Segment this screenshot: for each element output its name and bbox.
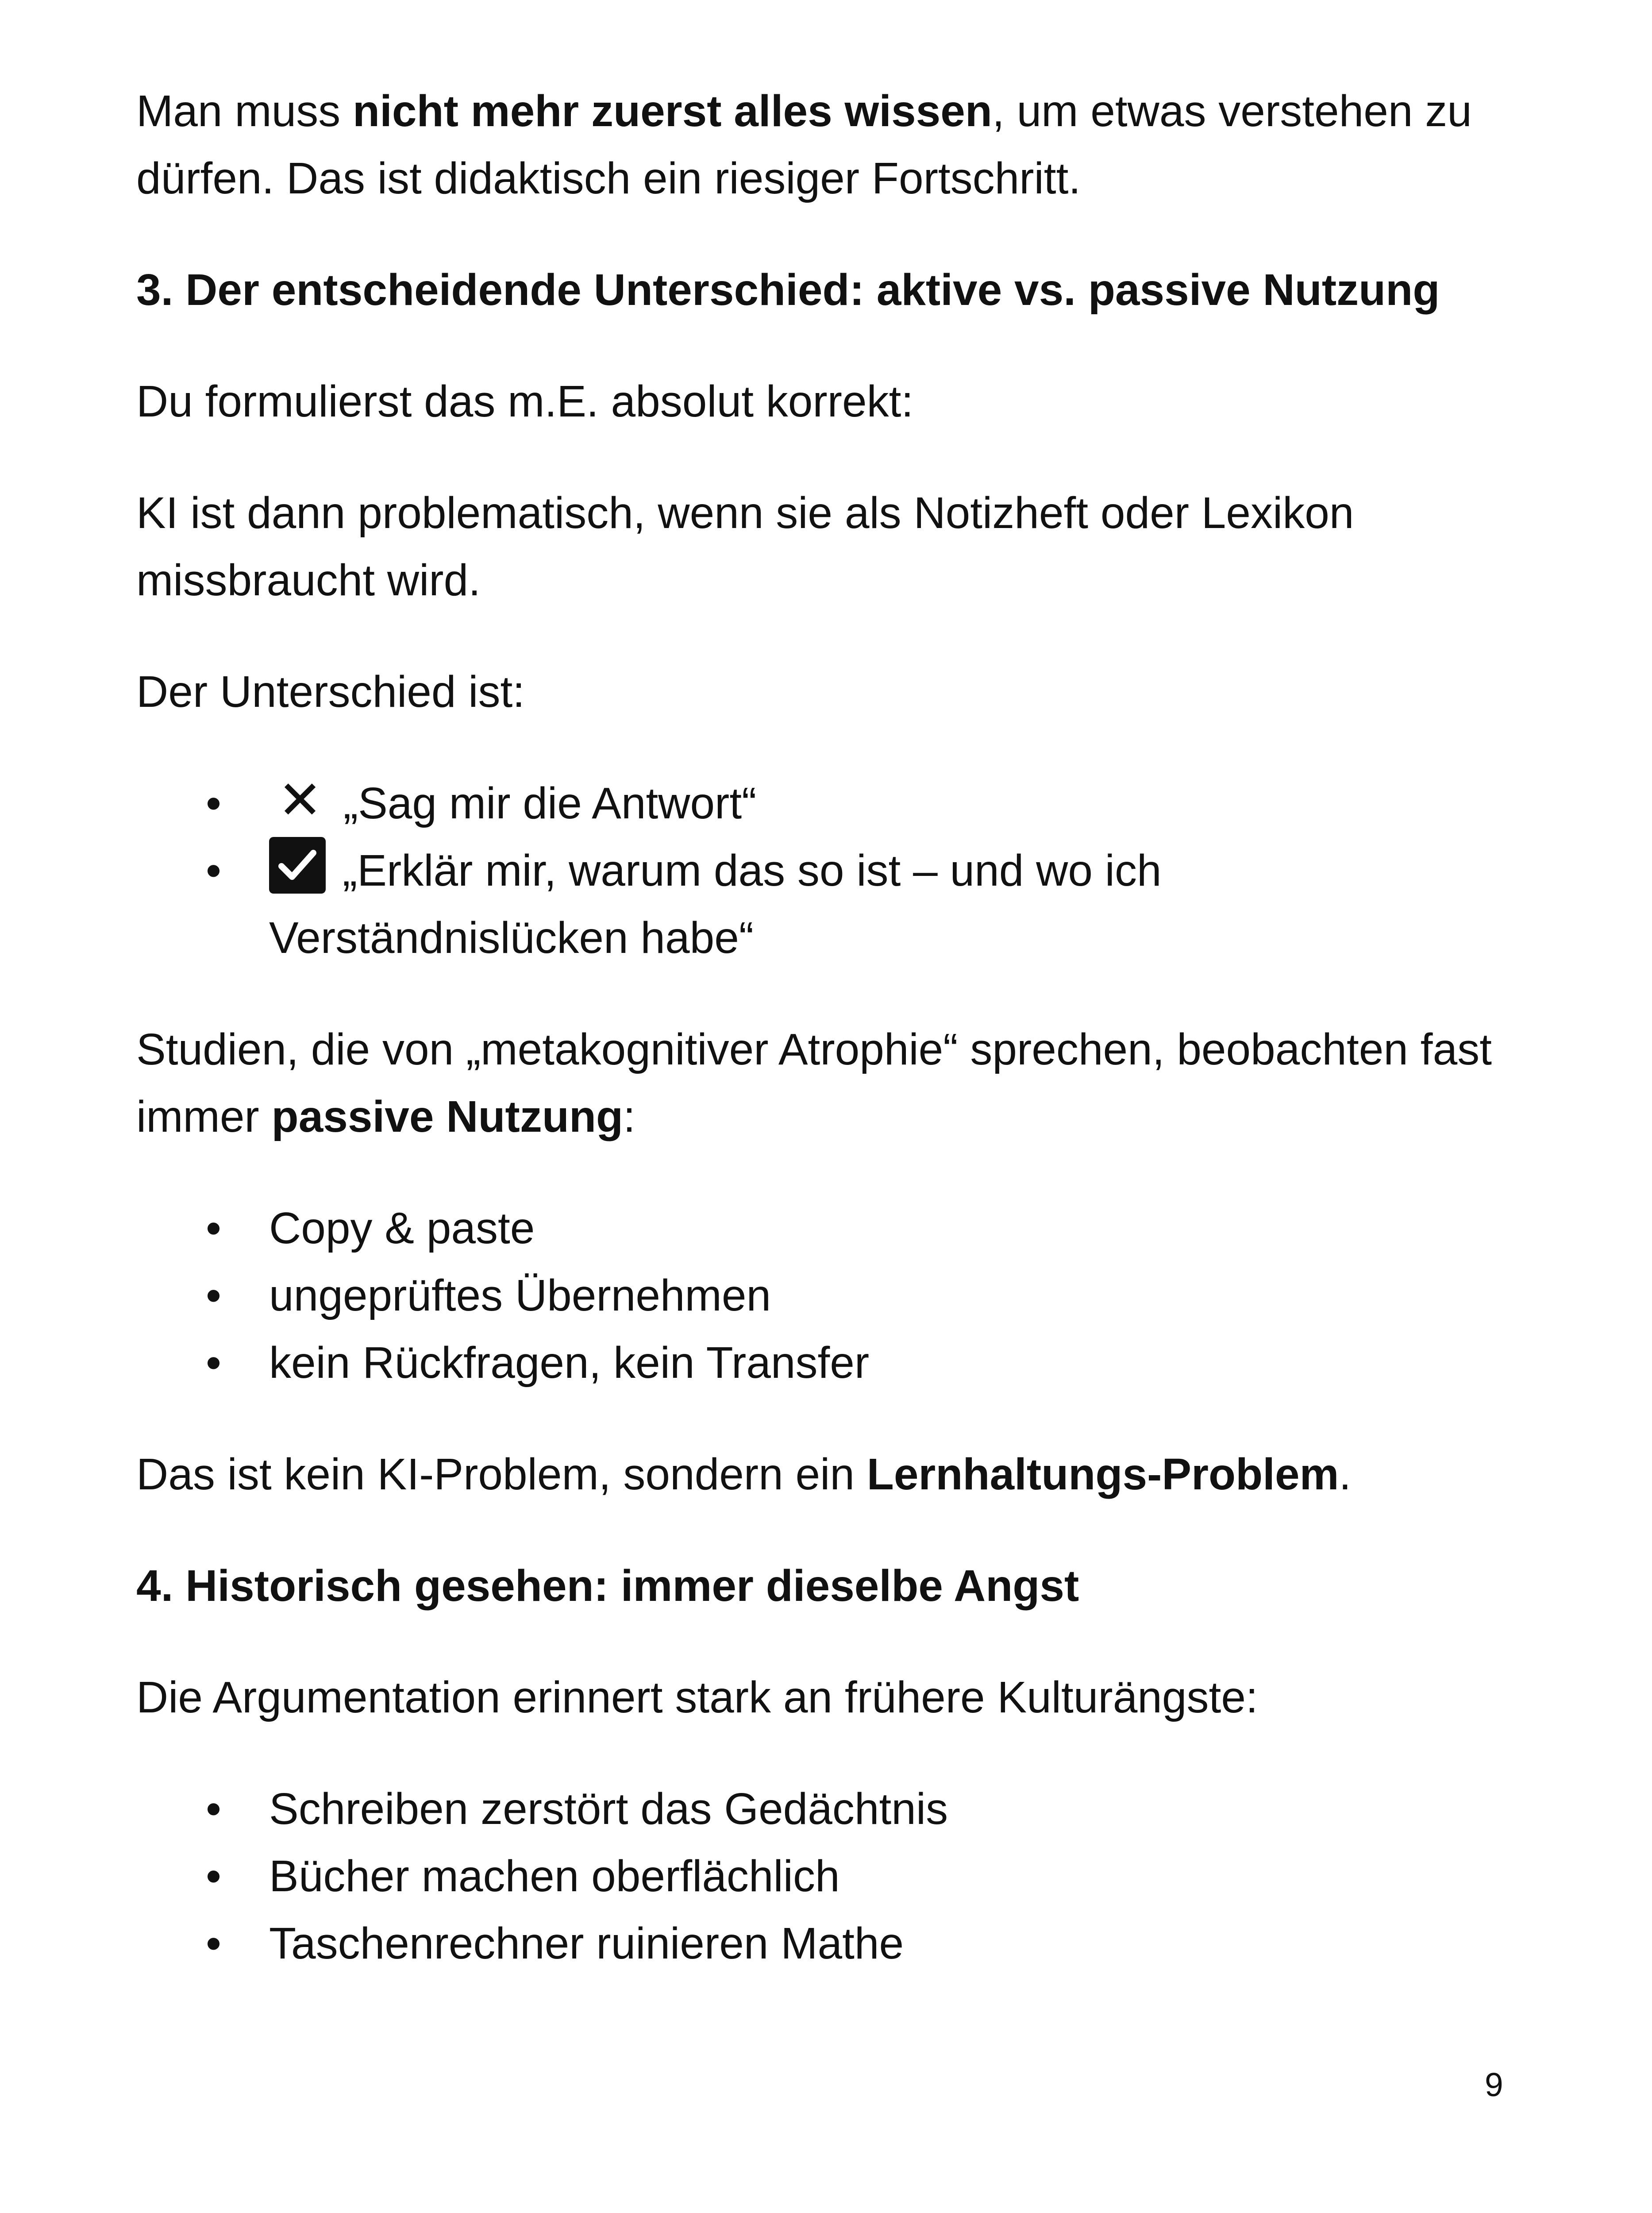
list-item-text: „Erklär mir, warum das so ist – und wo ich Verständnislücken habe“: [269, 846, 1162, 963]
check-box-icon: [269, 837, 326, 894]
bullet: •: [206, 1784, 222, 1834]
list-item: [136, 1843, 1508, 1910]
list-item-text: Bücher machen oberflächlich: [269, 1851, 840, 1901]
paragraph-text-end: .: [1339, 1450, 1352, 1499]
bullet: •: [206, 1851, 222, 1901]
bullet: •: [206, 846, 222, 895]
list-item: [136, 770, 1508, 837]
bullet: •: [206, 1338, 222, 1388]
bullet: •: [206, 779, 222, 828]
page-number: 9: [1485, 2066, 1503, 2103]
bullet: •: [206, 1919, 222, 1968]
intro-text-start: Man muss: [136, 86, 353, 136]
section-4-paragraph-1: Die Argumentation erinnert stark an frühere Kulturängste:: [136, 1673, 1258, 1722]
list-item: [136, 1910, 1508, 1977]
section-3-paragraph-3: Der Unterschied ist:: [136, 667, 525, 717]
paragraph-emphasis: passive Nutzung: [271, 1092, 624, 1141]
cross-mark-icon: ✕: [277, 771, 323, 830]
intro-emphasis: nicht mehr zuerst alles wissen: [353, 86, 992, 136]
page-content: [136, 77, 1508, 2021]
passive-use-list: [136, 1195, 1508, 1396]
list-item-text: Taschenrechner ruinieren Mathe: [269, 1919, 904, 1968]
cultural-fears-list: [136, 1775, 1508, 1977]
list-item-text: ungeprüftes Übernehmen: [269, 1271, 771, 1320]
contrast-list: [136, 770, 1508, 972]
paragraph-text-start: Studien, die von „metakognitiver Atrophie“ sprechen, beobachten fast immer: [136, 1025, 1492, 1141]
list-item-text: „Sag mir die Antwort“: [343, 779, 757, 828]
list-item-text: Copy & paste: [269, 1203, 535, 1253]
list-item: [136, 1195, 1508, 1262]
list-item: [136, 837, 1508, 972]
list-item-text: kein Rückfragen, kein Transfer: [269, 1338, 870, 1388]
intro-paragraph: [136, 77, 1508, 212]
section-4-heading: 4. Historisch gesehen: immer dieselbe Angst: [136, 1561, 1079, 1611]
paragraph-emphasis: Lernhaltungs-Problem: [866, 1450, 1339, 1499]
paragraph-text-start: Das ist kein KI-Problem, sondern ein: [136, 1450, 867, 1499]
bullet: •: [206, 1271, 222, 1320]
section-3-paragraph-5: [136, 1441, 1508, 1508]
paragraph-text-end: :: [623, 1092, 635, 1141]
intro-text-end: , um etwas verstehen zu dürfen. Das ist didaktisch ein riesiger Fortschritt.: [136, 86, 1472, 203]
section-3-heading: 3. Der entscheidende Unterschied: aktive vs. passive Nutzung: [136, 265, 1440, 315]
bullet: •: [206, 1203, 222, 1253]
list-item: [136, 1262, 1508, 1329]
section-3-paragraph-4: [136, 1016, 1508, 1150]
list-item: [136, 1775, 1508, 1843]
section-3-paragraph-2: KI ist dann problematisch, wenn sie als Notizheft oder Lexikon missbraucht wird.: [136, 488, 1354, 605]
list-item-text: Schreiben zerstört das Gedächtnis: [269, 1784, 948, 1834]
list-item: [136, 1329, 1508, 1396]
section-3-paragraph-1: Du formulierst das m.E. absolut korrekt:: [136, 377, 914, 426]
